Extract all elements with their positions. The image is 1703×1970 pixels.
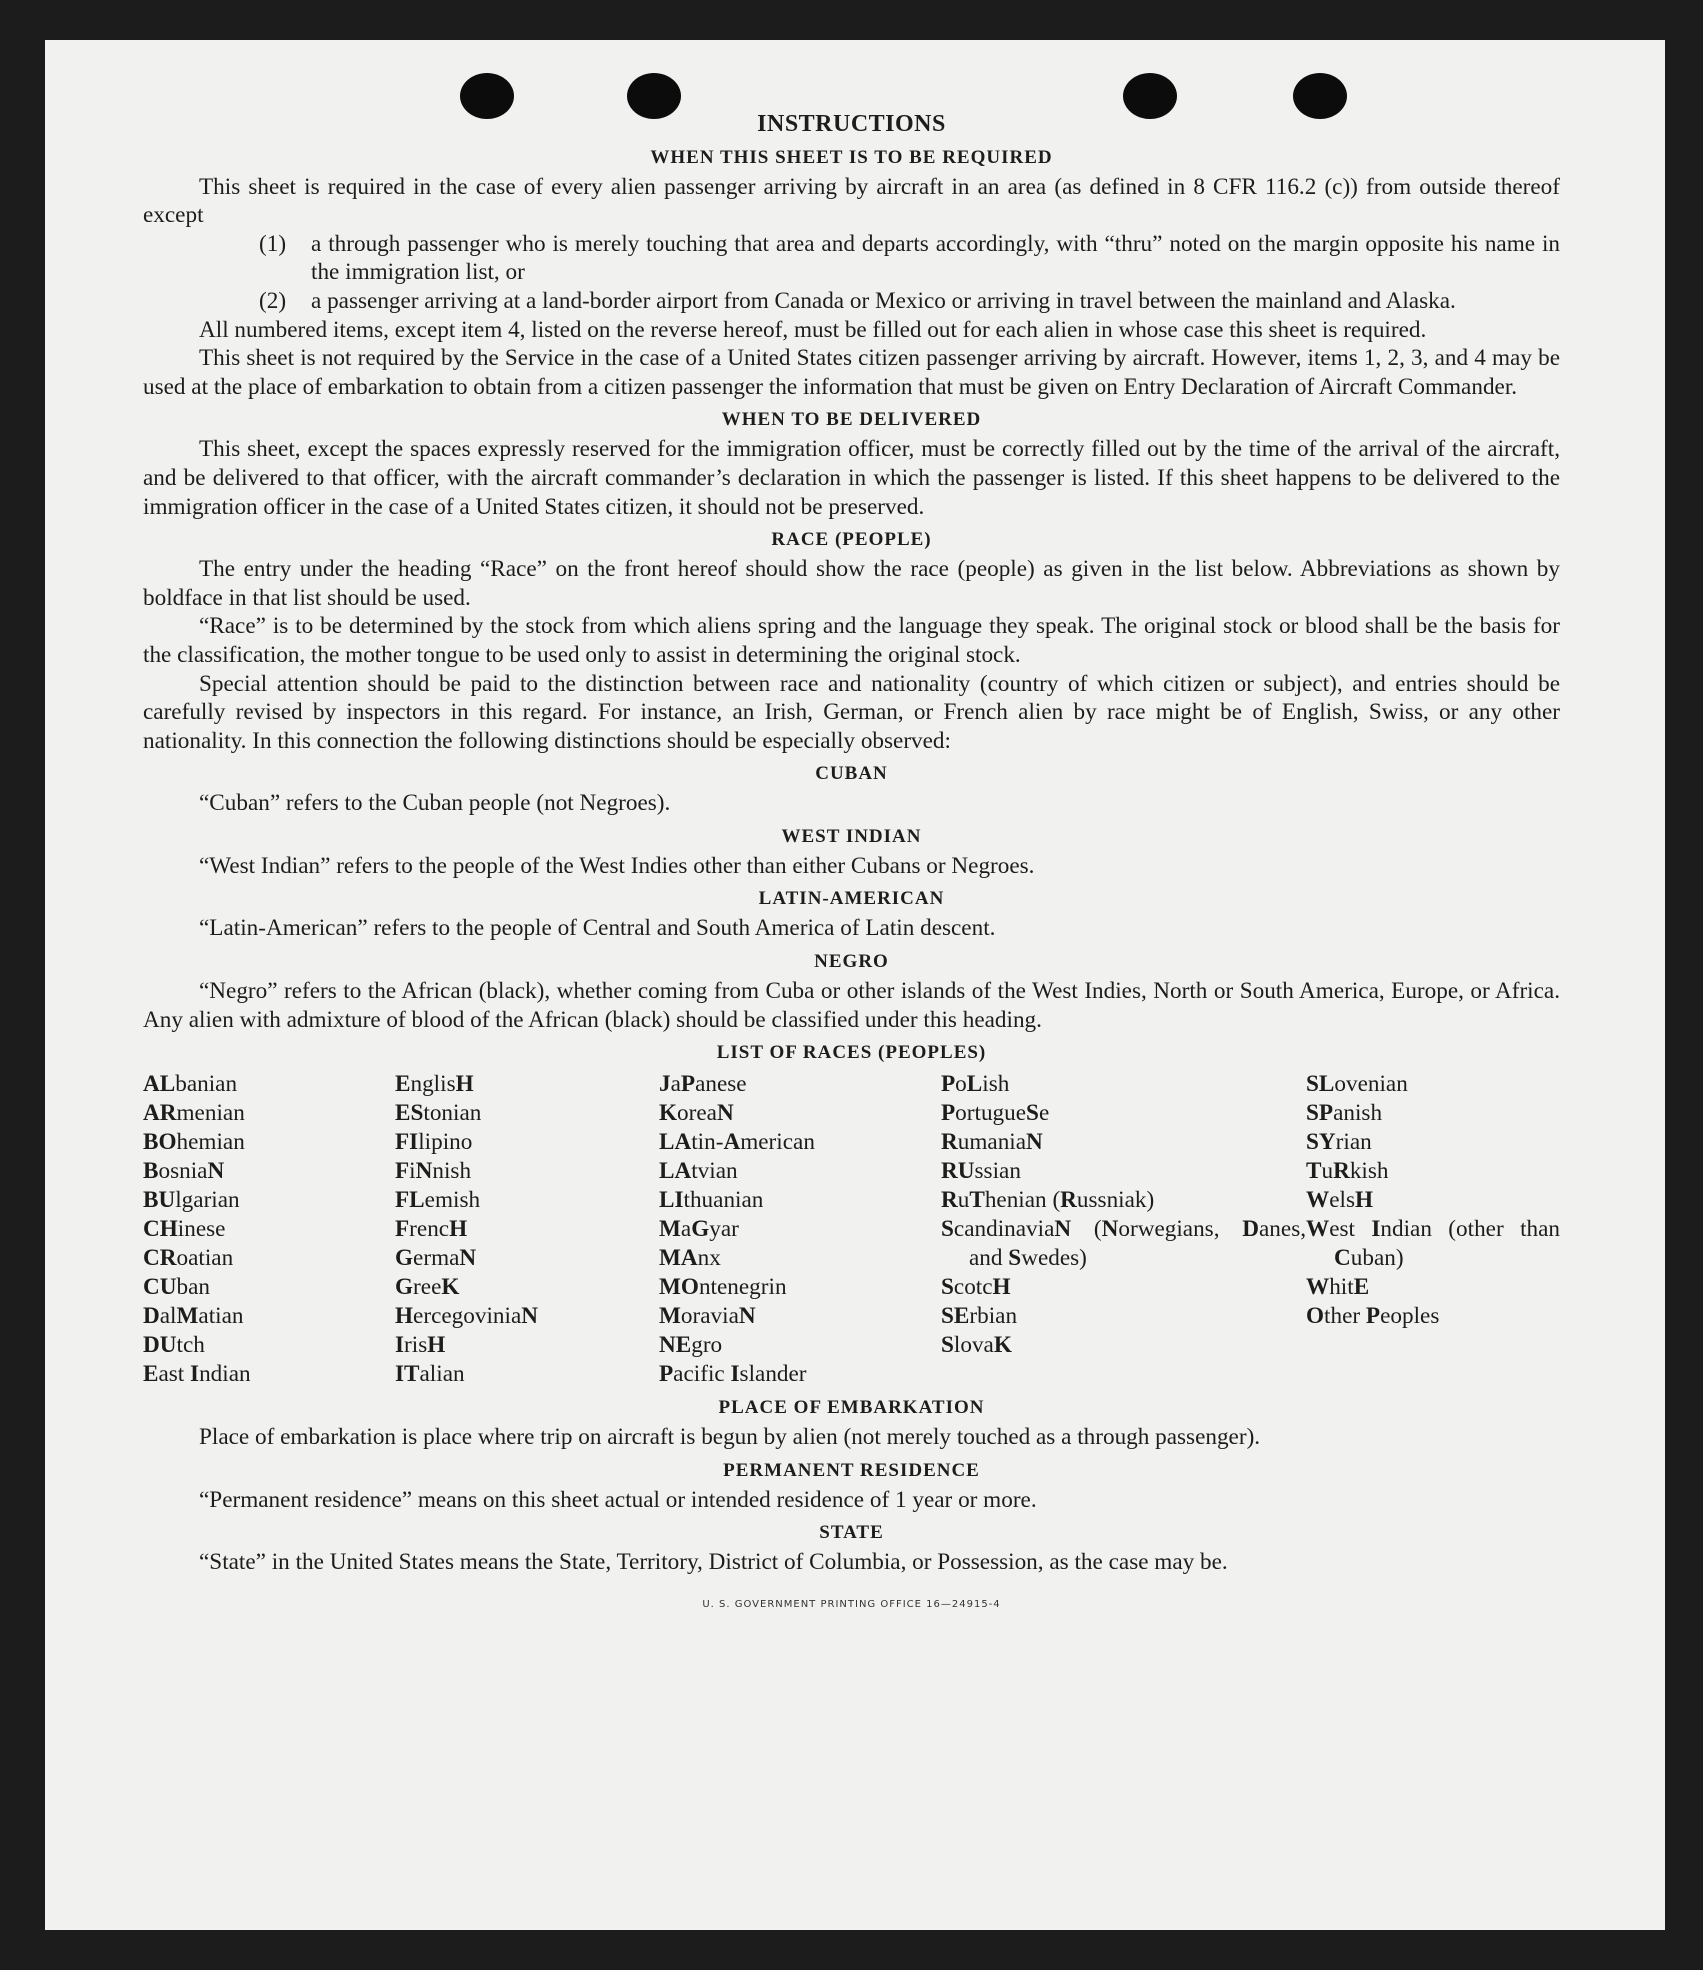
document-content [143,110,1560,1620]
race-entry: PortugueSe [941,1100,1050,1127]
race-entry: BosniaN [143,1158,225,1185]
exception-item [259,230,1560,287]
heading-latin-american: LATIN-AMERICAN [758,888,945,910]
race-entry: SlovaK [941,1332,1012,1359]
races-column-3 [659,1070,941,1389]
heading-list-of-races: LIST OF RACES (PEOPLES) [716,1042,987,1064]
race-entry: MAnx [659,1245,721,1272]
west-indian-text: “West Indian” refers to the people of the West Indies other than either Cubans or Negroes. [199,852,1035,879]
item-text: a passenger arriving at a land-border airport from Canada or Mexico or arriving in travel between the mainland and Alaska. [311,287,1456,314]
negro-text: “Negro” refers to the African (black), whether coming from Cuba or other islands of the West Indies, North or South America, Europe, or Africa. Any alien with admixture of blood of the African (black) should be classified under this heading. [143,978,1560,1033]
race-entry: SYrian [1306,1129,1372,1156]
race-entry: BUlgarian [143,1187,240,1214]
heading-west-indian: WEST INDIAN [781,825,922,847]
race-entry: MaGyar [659,1216,739,1243]
races-column-5 [1306,1070,1560,1389]
race-entry: East Indian [143,1361,251,1388]
race-entry: IrisH [395,1332,446,1359]
race-entry: FiNnish [395,1158,472,1185]
required-para-3: This sheet is not required by the Service in the case of a United States citizen passenger arriving by aircraft. However, items 1, 2, 3, and 4 may be used at the place of embarkation to obtain from a citizen passenger the information that must be given on Entry Declaration of Aircraft Commander. [143,345,1560,400]
heading-when-delivered: WHEN TO BE DELIVERED [721,409,982,431]
races-column-2 [395,1070,659,1389]
race-entry: ScotcH [941,1274,1011,1301]
state-text: “State” in the United States means the State, Territory, District of Columbia, or Possession, as the case may be. [199,1549,1228,1576]
delivered-para: This sheet, except the spaces expressly reserved for the immigration officer, must be correctly filled out by the time of the arrival of the aircraft, and be delivered to that officer, with the aircraft commander’s declaration in which the passenger is listed. If this sheet happens to be delivered to the immigration officer in the case of a United States citizen, it should not be preserved. [143,436,1560,520]
race-para-3: Special attention should be paid to the distinction between race and nationality (country of which citizen or subject), and entries should be carefully revised by inspectors in this regard. For instance, an Irish, German, or French alien by race might be of English, Swiss, or any other nationality. In this connection the following distinctions should be especially observed: [143,670,1560,754]
race-entry: WelsH [1306,1187,1374,1214]
heading-when-required: WHEN THIS SHEET IS TO BE REQUIRED [650,146,1053,168]
race-entry: WhitE [1306,1274,1370,1301]
cuban-text: “Cuban” refers to the Cuban people (not Negroes). [199,790,671,817]
race-entry: DalMatian [143,1303,244,1330]
race-entry: KoreaN [659,1100,734,1127]
race-entry: MoraviaN [659,1303,756,1330]
latin-american-text: “Latin-American” refers to the people of Central and South America of Latin descent. [199,915,996,942]
race-entry: CRoatian [143,1245,234,1272]
race-entry: BOhemian [143,1129,245,1156]
race-entry: CHinese [143,1216,226,1243]
race-entry: FrencH [395,1216,468,1243]
race-entry: ITalian [395,1361,465,1388]
race-para-2: “Race” is to be determined by the stock from which aliens spring and the language they speak. The original stock or blood shall be the basis for the classification, the mother tongue to be used only to assist in determining the original stock. [143,613,1560,668]
heading-residence: PERMANENT RESIDENCE [723,1459,980,1481]
embarkation-text: Place of embarkation is place where trip on aircraft is begun by alien (not merely touched as a through passenger). [199,1424,1261,1451]
races-column-4 [941,1070,1306,1389]
exception-item [259,287,1560,316]
punch-hole [1293,73,1347,119]
heading-race: RACE (PEOPLE) [771,529,932,551]
required-para-2: All numbered items, except item 4, listed on the reverse hereof, must be filled out for each alien in whose case this sheet is required. [199,316,1427,343]
race-entry: JaPanese [659,1071,747,1098]
races-column-1 [143,1070,395,1389]
item-number: (2) [259,287,287,314]
race-entry: GreeK [395,1274,460,1301]
race-para-1: The entry under the heading “Race” on the front hereof should show the race (people) as given in the list below. Abbreviations as shown by boldface in that list should be used. [143,556,1560,611]
page-title: INSTRUCTIONS [757,111,946,137]
race-entry: ScandinaviaN (Norwegians, Danes, and Swedes) [941,1216,1307,1272]
punch-hole [460,73,514,119]
punch-hole [627,73,681,119]
race-entry: SErbian [941,1303,1018,1330]
heading-state: STATE [819,1522,884,1544]
punch-hole [1123,73,1177,119]
heading-negro: NEGRO [814,951,889,973]
heading-cuban: CUBAN [815,763,888,785]
heading-embarkation: PLACE OF EMBARKATION [718,1397,985,1419]
race-entry: Pacific Islander [659,1361,807,1388]
required-intro: This sheet is required in the case of every alien passenger arriving by aircraft in an area (as defined in 8 CFR 116.2 (c)) from outside thereof except [143,173,1560,229]
race-entry: ARmenian [143,1100,245,1127]
race-entry: MOntenegrin [659,1274,787,1301]
race-entry: NEgro [659,1332,723,1359]
race-entry: GermaN [395,1245,477,1272]
race-entry: LAtin-American [659,1129,815,1156]
race-entry: RUssian [941,1158,1021,1185]
race-entry: TuRkish [1306,1158,1389,1185]
race-entry: Other Peoples [1306,1303,1440,1330]
races-list [143,1070,1560,1389]
race-entry: FLemish [395,1187,481,1214]
printer-imprint: U. S. GOVERNMENT PRINTING OFFICE 16—24915-4 [702,1599,1001,1611]
item-number: (1) [259,230,287,257]
race-entry: PoLish [941,1071,1010,1098]
race-entry: LAtvian [659,1158,738,1185]
residence-text: “Permanent residence” means on this sheet actual or intended residence of 1 year or more. [199,1486,1037,1513]
document-sheet [45,40,1665,1930]
race-entry: SPanish [1306,1100,1383,1127]
race-entry: SLovenian [1306,1071,1408,1098]
race-entry: ALbanian [143,1071,238,1098]
race-entry: RuThenian (Russniak) [941,1187,1155,1214]
race-entry: CUban [143,1274,210,1301]
race-entry: EnglisH [395,1071,474,1098]
race-entry: West Indian (other than Cuban) [1306,1216,1560,1272]
race-entry: EStonian [395,1100,482,1127]
race-entry: FIlipino [395,1129,473,1156]
race-entry: DUtch [143,1332,205,1359]
race-entry: HercegoviniaN [395,1303,538,1330]
item-text: a through passenger who is merely touching that area and departs accordingly, with “thru” noted on the margin opposite his name in the immigration list, or [311,230,1560,286]
race-entry: RumaniaN [941,1129,1043,1156]
race-entry: LIthuanian [659,1187,764,1214]
